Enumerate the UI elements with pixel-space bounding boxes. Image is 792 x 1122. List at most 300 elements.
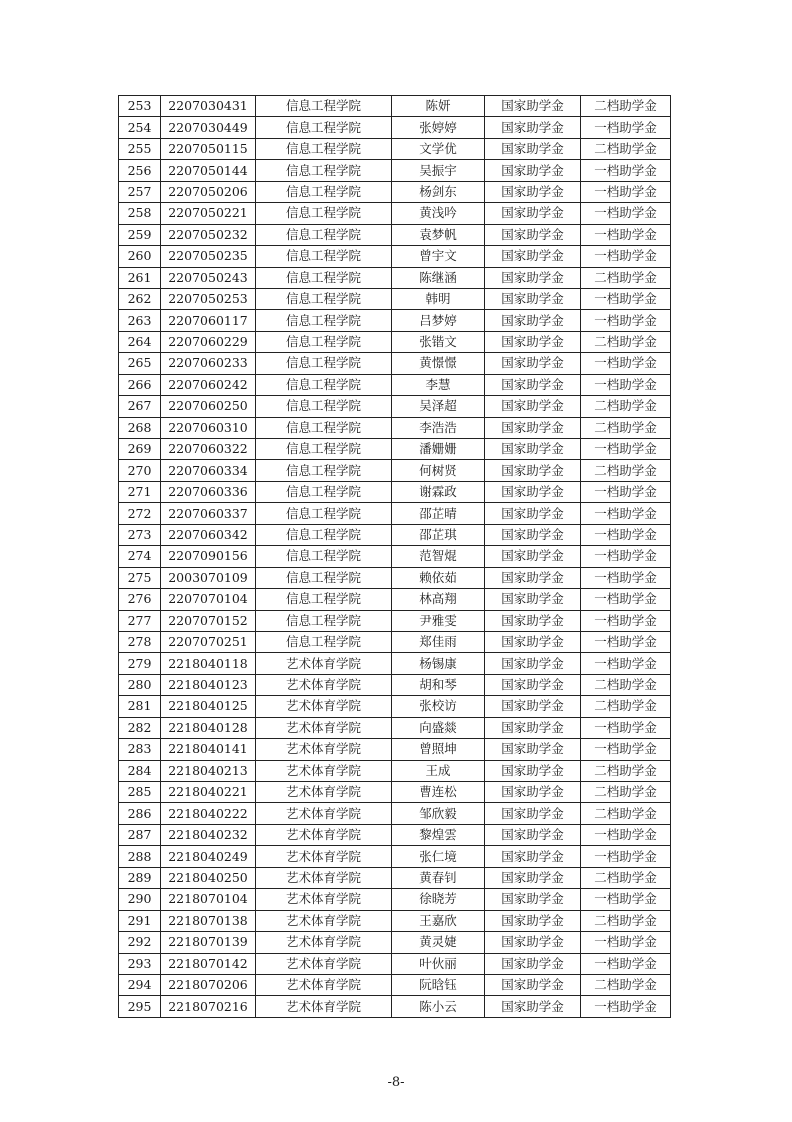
index-cell: 270 xyxy=(119,460,161,481)
name-cell: 吕梦婷 xyxy=(392,310,485,331)
college-cell: 艺术体育学院 xyxy=(256,846,392,867)
grant-level-cell: 一档助学金 xyxy=(581,739,671,760)
grant-type-cell: 国家助学金 xyxy=(485,310,581,331)
grant-level-cell: 二档助学金 xyxy=(581,910,671,931)
grant-type-cell: 国家助学金 xyxy=(485,846,581,867)
grant-level-cell: 二档助学金 xyxy=(581,331,671,352)
student-id-cell: 2207050243 xyxy=(161,267,256,288)
table-row xyxy=(119,674,671,695)
index-cell: 288 xyxy=(119,846,161,867)
college-cell: 信息工程学院 xyxy=(256,610,392,631)
table-row xyxy=(119,96,671,117)
college-cell: 信息工程学院 xyxy=(256,160,392,181)
college-cell: 信息工程学院 xyxy=(256,589,392,610)
index-cell: 261 xyxy=(119,267,161,288)
student-id-cell: 2218040213 xyxy=(161,760,256,781)
table-row xyxy=(119,417,671,438)
college-cell: 信息工程学院 xyxy=(256,503,392,524)
grant-level-cell: 二档助学金 xyxy=(581,760,671,781)
college-cell: 艺术体育学院 xyxy=(256,803,392,824)
grant-level-cell: 二档助学金 xyxy=(581,460,671,481)
name-cell: 张锴文 xyxy=(392,331,485,352)
college-cell: 信息工程学院 xyxy=(256,117,392,138)
grant-type-cell: 国家助学金 xyxy=(485,353,581,374)
grant-level-cell: 一档助学金 xyxy=(581,203,671,224)
student-id-cell: 2218040249 xyxy=(161,846,256,867)
name-cell: 黎煌雲 xyxy=(392,824,485,845)
college-cell: 信息工程学院 xyxy=(256,417,392,438)
college-cell: 信息工程学院 xyxy=(256,353,392,374)
college-cell: 艺术体育学院 xyxy=(256,717,392,738)
grant-type-cell: 国家助学金 xyxy=(485,203,581,224)
grant-type-cell: 国家助学金 xyxy=(485,331,581,352)
table-row xyxy=(119,589,671,610)
grant-type-cell: 国家助学金 xyxy=(485,267,581,288)
college-cell: 艺术体育学院 xyxy=(256,824,392,845)
grant-type-cell: 国家助学金 xyxy=(485,524,581,545)
college-cell: 艺术体育学院 xyxy=(256,696,392,717)
table-row xyxy=(119,996,671,1017)
grant-level-cell: 二档助学金 xyxy=(581,417,671,438)
grant-type-cell: 国家助学金 xyxy=(485,696,581,717)
name-cell: 李浩浩 xyxy=(392,417,485,438)
name-cell: 韩明 xyxy=(392,288,485,309)
name-cell: 何树贤 xyxy=(392,460,485,481)
college-cell: 艺术体育学院 xyxy=(256,932,392,953)
name-cell: 邵芷晴 xyxy=(392,503,485,524)
table-row xyxy=(119,353,671,374)
student-id-cell: 2218040141 xyxy=(161,739,256,760)
table-row xyxy=(119,224,671,245)
college-cell: 信息工程学院 xyxy=(256,138,392,159)
grant-type-cell: 国家助学金 xyxy=(485,631,581,652)
grant-level-cell: 一档助学金 xyxy=(581,589,671,610)
grant-level-cell: 二档助学金 xyxy=(581,782,671,803)
grant-type-cell: 国家助学金 xyxy=(485,889,581,910)
table-row xyxy=(119,696,671,717)
college-cell: 信息工程学院 xyxy=(256,481,392,502)
table-row xyxy=(119,374,671,395)
grant-type-cell: 国家助学金 xyxy=(485,96,581,117)
student-id-cell: 2003070109 xyxy=(161,567,256,588)
student-id-cell: 2218070104 xyxy=(161,889,256,910)
table-row xyxy=(119,867,671,888)
grant-level-cell: 一档助学金 xyxy=(581,567,671,588)
grant-type-cell: 国家助学金 xyxy=(485,503,581,524)
index-cell: 267 xyxy=(119,396,161,417)
index-cell: 269 xyxy=(119,439,161,460)
grant-level-cell: 一档助学金 xyxy=(581,117,671,138)
student-id-cell: 2218040125 xyxy=(161,696,256,717)
name-cell: 邵芷琪 xyxy=(392,524,485,545)
grant-type-cell: 国家助学金 xyxy=(485,181,581,202)
grant-type-cell: 国家助学金 xyxy=(485,674,581,695)
table-row xyxy=(119,824,671,845)
index-cell: 277 xyxy=(119,610,161,631)
college-cell: 艺术体育学院 xyxy=(256,739,392,760)
index-cell: 271 xyxy=(119,481,161,502)
grant-level-cell: 二档助学金 xyxy=(581,696,671,717)
grant-type-cell: 国家助学金 xyxy=(485,974,581,995)
table-row xyxy=(119,567,671,588)
index-cell: 290 xyxy=(119,889,161,910)
name-cell: 谢霖政 xyxy=(392,481,485,502)
grant-type-cell: 国家助学金 xyxy=(485,953,581,974)
index-cell: 279 xyxy=(119,653,161,674)
grant-level-cell: 一档助学金 xyxy=(581,310,671,331)
college-cell: 艺术体育学院 xyxy=(256,953,392,974)
college-cell: 信息工程学院 xyxy=(256,331,392,352)
grant-type-cell: 国家助学金 xyxy=(485,803,581,824)
college-cell: 信息工程学院 xyxy=(256,460,392,481)
index-cell: 281 xyxy=(119,696,161,717)
grant-level-cell: 一档助学金 xyxy=(581,224,671,245)
student-id-cell: 2207060117 xyxy=(161,310,256,331)
index-cell: 280 xyxy=(119,674,161,695)
index-cell: 295 xyxy=(119,996,161,1017)
student-id-cell: 2207050221 xyxy=(161,203,256,224)
student-id-cell: 2207060242 xyxy=(161,374,256,395)
student-id-cell: 2207060336 xyxy=(161,481,256,502)
name-cell: 张校访 xyxy=(392,696,485,717)
student-id-cell: 2218070216 xyxy=(161,996,256,1017)
table-row xyxy=(119,932,671,953)
grant-level-cell: 二档助学金 xyxy=(581,803,671,824)
grant-level-cell: 二档助学金 xyxy=(581,138,671,159)
index-cell: 286 xyxy=(119,803,161,824)
student-id-cell: 2218040250 xyxy=(161,867,256,888)
table-row xyxy=(119,160,671,181)
index-cell: 257 xyxy=(119,181,161,202)
grant-level-cell: 二档助学金 xyxy=(581,974,671,995)
index-cell: 274 xyxy=(119,546,161,567)
table-row xyxy=(119,717,671,738)
grant-level-cell: 一档助学金 xyxy=(581,481,671,502)
table-row xyxy=(119,631,671,652)
grant-type-cell: 国家助学金 xyxy=(485,739,581,760)
table-row xyxy=(119,267,671,288)
name-cell: 杨锡康 xyxy=(392,653,485,674)
college-cell: 信息工程学院 xyxy=(256,310,392,331)
index-cell: 259 xyxy=(119,224,161,245)
college-cell: 艺术体育学院 xyxy=(256,996,392,1017)
grant-type-cell: 国家助学金 xyxy=(485,439,581,460)
student-id-cell: 2207060337 xyxy=(161,503,256,524)
college-cell: 艺术体育学院 xyxy=(256,867,392,888)
grant-type-cell: 国家助学金 xyxy=(485,932,581,953)
name-cell: 林高翔 xyxy=(392,589,485,610)
grant-level-cell: 一档助学金 xyxy=(581,374,671,395)
grant-type-cell: 国家助学金 xyxy=(485,867,581,888)
name-cell: 曾宇文 xyxy=(392,246,485,267)
table-row xyxy=(119,910,671,931)
grant-level-cell: 一档助学金 xyxy=(581,996,671,1017)
table-row xyxy=(119,481,671,502)
grant-level-cell: 二档助学金 xyxy=(581,867,671,888)
index-cell: 282 xyxy=(119,717,161,738)
student-id-cell: 2218040221 xyxy=(161,782,256,803)
page-number: -8- xyxy=(387,1075,405,1090)
table-row xyxy=(119,439,671,460)
name-cell: 尹雅雯 xyxy=(392,610,485,631)
student-id-cell: 2207060334 xyxy=(161,460,256,481)
college-cell: 艺术体育学院 xyxy=(256,782,392,803)
student-id-cell: 2207070251 xyxy=(161,631,256,652)
table-row xyxy=(119,953,671,974)
student-id-cell: 2207050232 xyxy=(161,224,256,245)
grant-type-cell: 国家助学金 xyxy=(485,996,581,1017)
grant-level-cell: 一档助学金 xyxy=(581,953,671,974)
name-cell: 曹连松 xyxy=(392,782,485,803)
grant-level-cell: 二档助学金 xyxy=(581,674,671,695)
college-cell: 信息工程学院 xyxy=(256,224,392,245)
index-cell: 293 xyxy=(119,953,161,974)
grant-type-cell: 国家助学金 xyxy=(485,824,581,845)
index-cell: 287 xyxy=(119,824,161,845)
college-cell: 艺术体育学院 xyxy=(256,760,392,781)
table-row xyxy=(119,546,671,567)
table-row xyxy=(119,803,671,824)
index-cell: 258 xyxy=(119,203,161,224)
college-cell: 艺术体育学院 xyxy=(256,974,392,995)
grant-type-cell: 国家助学金 xyxy=(485,417,581,438)
student-id-cell: 2207060342 xyxy=(161,524,256,545)
grant-type-cell: 国家助学金 xyxy=(485,246,581,267)
student-id-cell: 2218070142 xyxy=(161,953,256,974)
name-cell: 黄浅吟 xyxy=(392,203,485,224)
table-body xyxy=(119,96,671,1018)
index-cell: 255 xyxy=(119,138,161,159)
grant-level-cell: 二档助学金 xyxy=(581,96,671,117)
index-cell: 253 xyxy=(119,96,161,117)
index-cell: 264 xyxy=(119,331,161,352)
grant-type-cell: 国家助学金 xyxy=(485,460,581,481)
index-cell: 272 xyxy=(119,503,161,524)
name-cell: 郑佳雨 xyxy=(392,631,485,652)
table-row xyxy=(119,460,671,481)
grant-type-cell: 国家助学金 xyxy=(485,782,581,803)
name-cell: 阮晗钰 xyxy=(392,974,485,995)
table-row xyxy=(119,889,671,910)
student-id-cell: 2207060233 xyxy=(161,353,256,374)
index-cell: 275 xyxy=(119,567,161,588)
college-cell: 艺术体育学院 xyxy=(256,889,392,910)
name-cell: 张婷婷 xyxy=(392,117,485,138)
college-cell: 信息工程学院 xyxy=(256,396,392,417)
index-cell: 254 xyxy=(119,117,161,138)
college-cell: 信息工程学院 xyxy=(256,524,392,545)
college-cell: 艺术体育学院 xyxy=(256,653,392,674)
index-cell: 263 xyxy=(119,310,161,331)
name-cell: 文学优 xyxy=(392,138,485,159)
grant-level-cell: 一档助学金 xyxy=(581,524,671,545)
table-row xyxy=(119,782,671,803)
name-cell: 黄春钊 xyxy=(392,867,485,888)
student-id-cell: 2218040222 xyxy=(161,803,256,824)
table-row xyxy=(119,181,671,202)
student-id-cell: 2218040123 xyxy=(161,674,256,695)
grant-level-cell: 一档助学金 xyxy=(581,631,671,652)
grant-level-cell: 一档助学金 xyxy=(581,181,671,202)
grant-level-cell: 一档助学金 xyxy=(581,889,671,910)
scholarship-table xyxy=(118,95,671,1018)
grant-level-cell: 一档助学金 xyxy=(581,503,671,524)
grant-type-cell: 国家助学金 xyxy=(485,589,581,610)
college-cell: 信息工程学院 xyxy=(256,567,392,588)
student-id-cell: 2218070139 xyxy=(161,932,256,953)
name-cell: 李慧 xyxy=(392,374,485,395)
name-cell: 黄灵婕 xyxy=(392,932,485,953)
college-cell: 艺术体育学院 xyxy=(256,910,392,931)
table-row xyxy=(119,653,671,674)
grant-type-cell: 国家助学金 xyxy=(485,160,581,181)
student-id-cell: 2207050206 xyxy=(161,181,256,202)
college-cell: 信息工程学院 xyxy=(256,288,392,309)
name-cell: 曾照坤 xyxy=(392,739,485,760)
index-cell: 265 xyxy=(119,353,161,374)
student-id-cell: 2207090156 xyxy=(161,546,256,567)
name-cell: 范智焜 xyxy=(392,546,485,567)
grant-level-cell: 一档助学金 xyxy=(581,717,671,738)
student-id-cell: 2207030431 xyxy=(161,96,256,117)
grant-type-cell: 国家助学金 xyxy=(485,288,581,309)
college-cell: 信息工程学院 xyxy=(256,267,392,288)
student-id-cell: 2207030449 xyxy=(161,117,256,138)
index-cell: 266 xyxy=(119,374,161,395)
name-cell: 叶伙丽 xyxy=(392,953,485,974)
index-cell: 291 xyxy=(119,910,161,931)
table-row xyxy=(119,739,671,760)
grant-type-cell: 国家助学金 xyxy=(485,653,581,674)
index-cell: 283 xyxy=(119,739,161,760)
table-row xyxy=(119,524,671,545)
grant-type-cell: 国家助学金 xyxy=(485,374,581,395)
student-id-cell: 2207050235 xyxy=(161,246,256,267)
college-cell: 信息工程学院 xyxy=(256,546,392,567)
name-cell: 杨剑东 xyxy=(392,181,485,202)
grant-level-cell: 一档助学金 xyxy=(581,160,671,181)
college-cell: 信息工程学院 xyxy=(256,439,392,460)
name-cell: 赖依茹 xyxy=(392,567,485,588)
college-cell: 信息工程学院 xyxy=(256,631,392,652)
grant-level-cell: 一档助学金 xyxy=(581,653,671,674)
name-cell: 王成 xyxy=(392,760,485,781)
college-cell: 信息工程学院 xyxy=(256,246,392,267)
table-row xyxy=(119,610,671,631)
student-id-cell: 2218040118 xyxy=(161,653,256,674)
student-id-cell: 2207070104 xyxy=(161,589,256,610)
student-id-cell: 2207060310 xyxy=(161,417,256,438)
table-row xyxy=(119,138,671,159)
grant-type-cell: 国家助学金 xyxy=(485,138,581,159)
college-cell: 信息工程学院 xyxy=(256,374,392,395)
grant-type-cell: 国家助学金 xyxy=(485,396,581,417)
grant-type-cell: 国家助学金 xyxy=(485,610,581,631)
table-row xyxy=(119,246,671,267)
index-cell: 268 xyxy=(119,417,161,438)
grant-type-cell: 国家助学金 xyxy=(485,117,581,138)
student-id-cell: 2207070152 xyxy=(161,610,256,631)
college-cell: 信息工程学院 xyxy=(256,96,392,117)
table-row xyxy=(119,331,671,352)
name-cell: 邹欣毅 xyxy=(392,803,485,824)
grant-type-cell: 国家助学金 xyxy=(485,910,581,931)
grant-level-cell: 一档助学金 xyxy=(581,353,671,374)
index-cell: 278 xyxy=(119,631,161,652)
grant-level-cell: 二档助学金 xyxy=(581,396,671,417)
student-id-cell: 2207050144 xyxy=(161,160,256,181)
student-id-cell: 2207050253 xyxy=(161,288,256,309)
name-cell: 张仁境 xyxy=(392,846,485,867)
student-id-cell: 2218070206 xyxy=(161,974,256,995)
grant-level-cell: 一档助学金 xyxy=(581,846,671,867)
table-row xyxy=(119,117,671,138)
index-cell: 289 xyxy=(119,867,161,888)
table-row xyxy=(119,203,671,224)
grant-type-cell: 国家助学金 xyxy=(485,546,581,567)
table-row xyxy=(119,310,671,331)
index-cell: 285 xyxy=(119,782,161,803)
grant-type-cell: 国家助学金 xyxy=(485,567,581,588)
name-cell: 吴泽超 xyxy=(392,396,485,417)
name-cell: 王嘉欣 xyxy=(392,910,485,931)
name-cell: 潘姗姗 xyxy=(392,439,485,460)
table-row xyxy=(119,396,671,417)
name-cell: 陈继涵 xyxy=(392,267,485,288)
student-id-cell: 2207060322 xyxy=(161,439,256,460)
student-id-cell: 2218070138 xyxy=(161,910,256,931)
student-id-cell: 2218040232 xyxy=(161,824,256,845)
grant-type-cell: 国家助学金 xyxy=(485,717,581,738)
student-id-cell: 2207060229 xyxy=(161,331,256,352)
index-cell: 260 xyxy=(119,246,161,267)
index-cell: 276 xyxy=(119,589,161,610)
grant-level-cell: 一档助学金 xyxy=(581,610,671,631)
name-cell: 胡和琴 xyxy=(392,674,485,695)
grant-type-cell: 国家助学金 xyxy=(485,760,581,781)
college-cell: 信息工程学院 xyxy=(256,203,392,224)
index-cell: 294 xyxy=(119,974,161,995)
index-cell: 284 xyxy=(119,760,161,781)
index-cell: 292 xyxy=(119,932,161,953)
college-cell: 艺术体育学院 xyxy=(256,674,392,695)
student-id-cell: 2207050115 xyxy=(161,138,256,159)
college-cell: 信息工程学院 xyxy=(256,181,392,202)
grant-type-cell: 国家助学金 xyxy=(485,481,581,502)
table-row xyxy=(119,846,671,867)
student-id-cell: 2207060250 xyxy=(161,396,256,417)
grant-level-cell: 一档助学金 xyxy=(581,546,671,567)
name-cell: 徐晓芳 xyxy=(392,889,485,910)
name-cell: 吴振宇 xyxy=(392,160,485,181)
table-row xyxy=(119,760,671,781)
grant-level-cell: 二档助学金 xyxy=(581,267,671,288)
grant-level-cell: 一档助学金 xyxy=(581,932,671,953)
grant-level-cell: 一档助学金 xyxy=(581,288,671,309)
index-cell: 273 xyxy=(119,524,161,545)
name-cell: 陈妍 xyxy=(392,96,485,117)
student-id-cell: 2218040128 xyxy=(161,717,256,738)
grant-type-cell: 国家助学金 xyxy=(485,224,581,245)
table-row xyxy=(119,503,671,524)
index-cell: 262 xyxy=(119,288,161,309)
name-cell: 陈小云 xyxy=(392,996,485,1017)
index-cell: 256 xyxy=(119,160,161,181)
grant-level-cell: 一档助学金 xyxy=(581,439,671,460)
grant-level-cell: 一档助学金 xyxy=(581,246,671,267)
name-cell: 袁梦帆 xyxy=(392,224,485,245)
table-row xyxy=(119,288,671,309)
